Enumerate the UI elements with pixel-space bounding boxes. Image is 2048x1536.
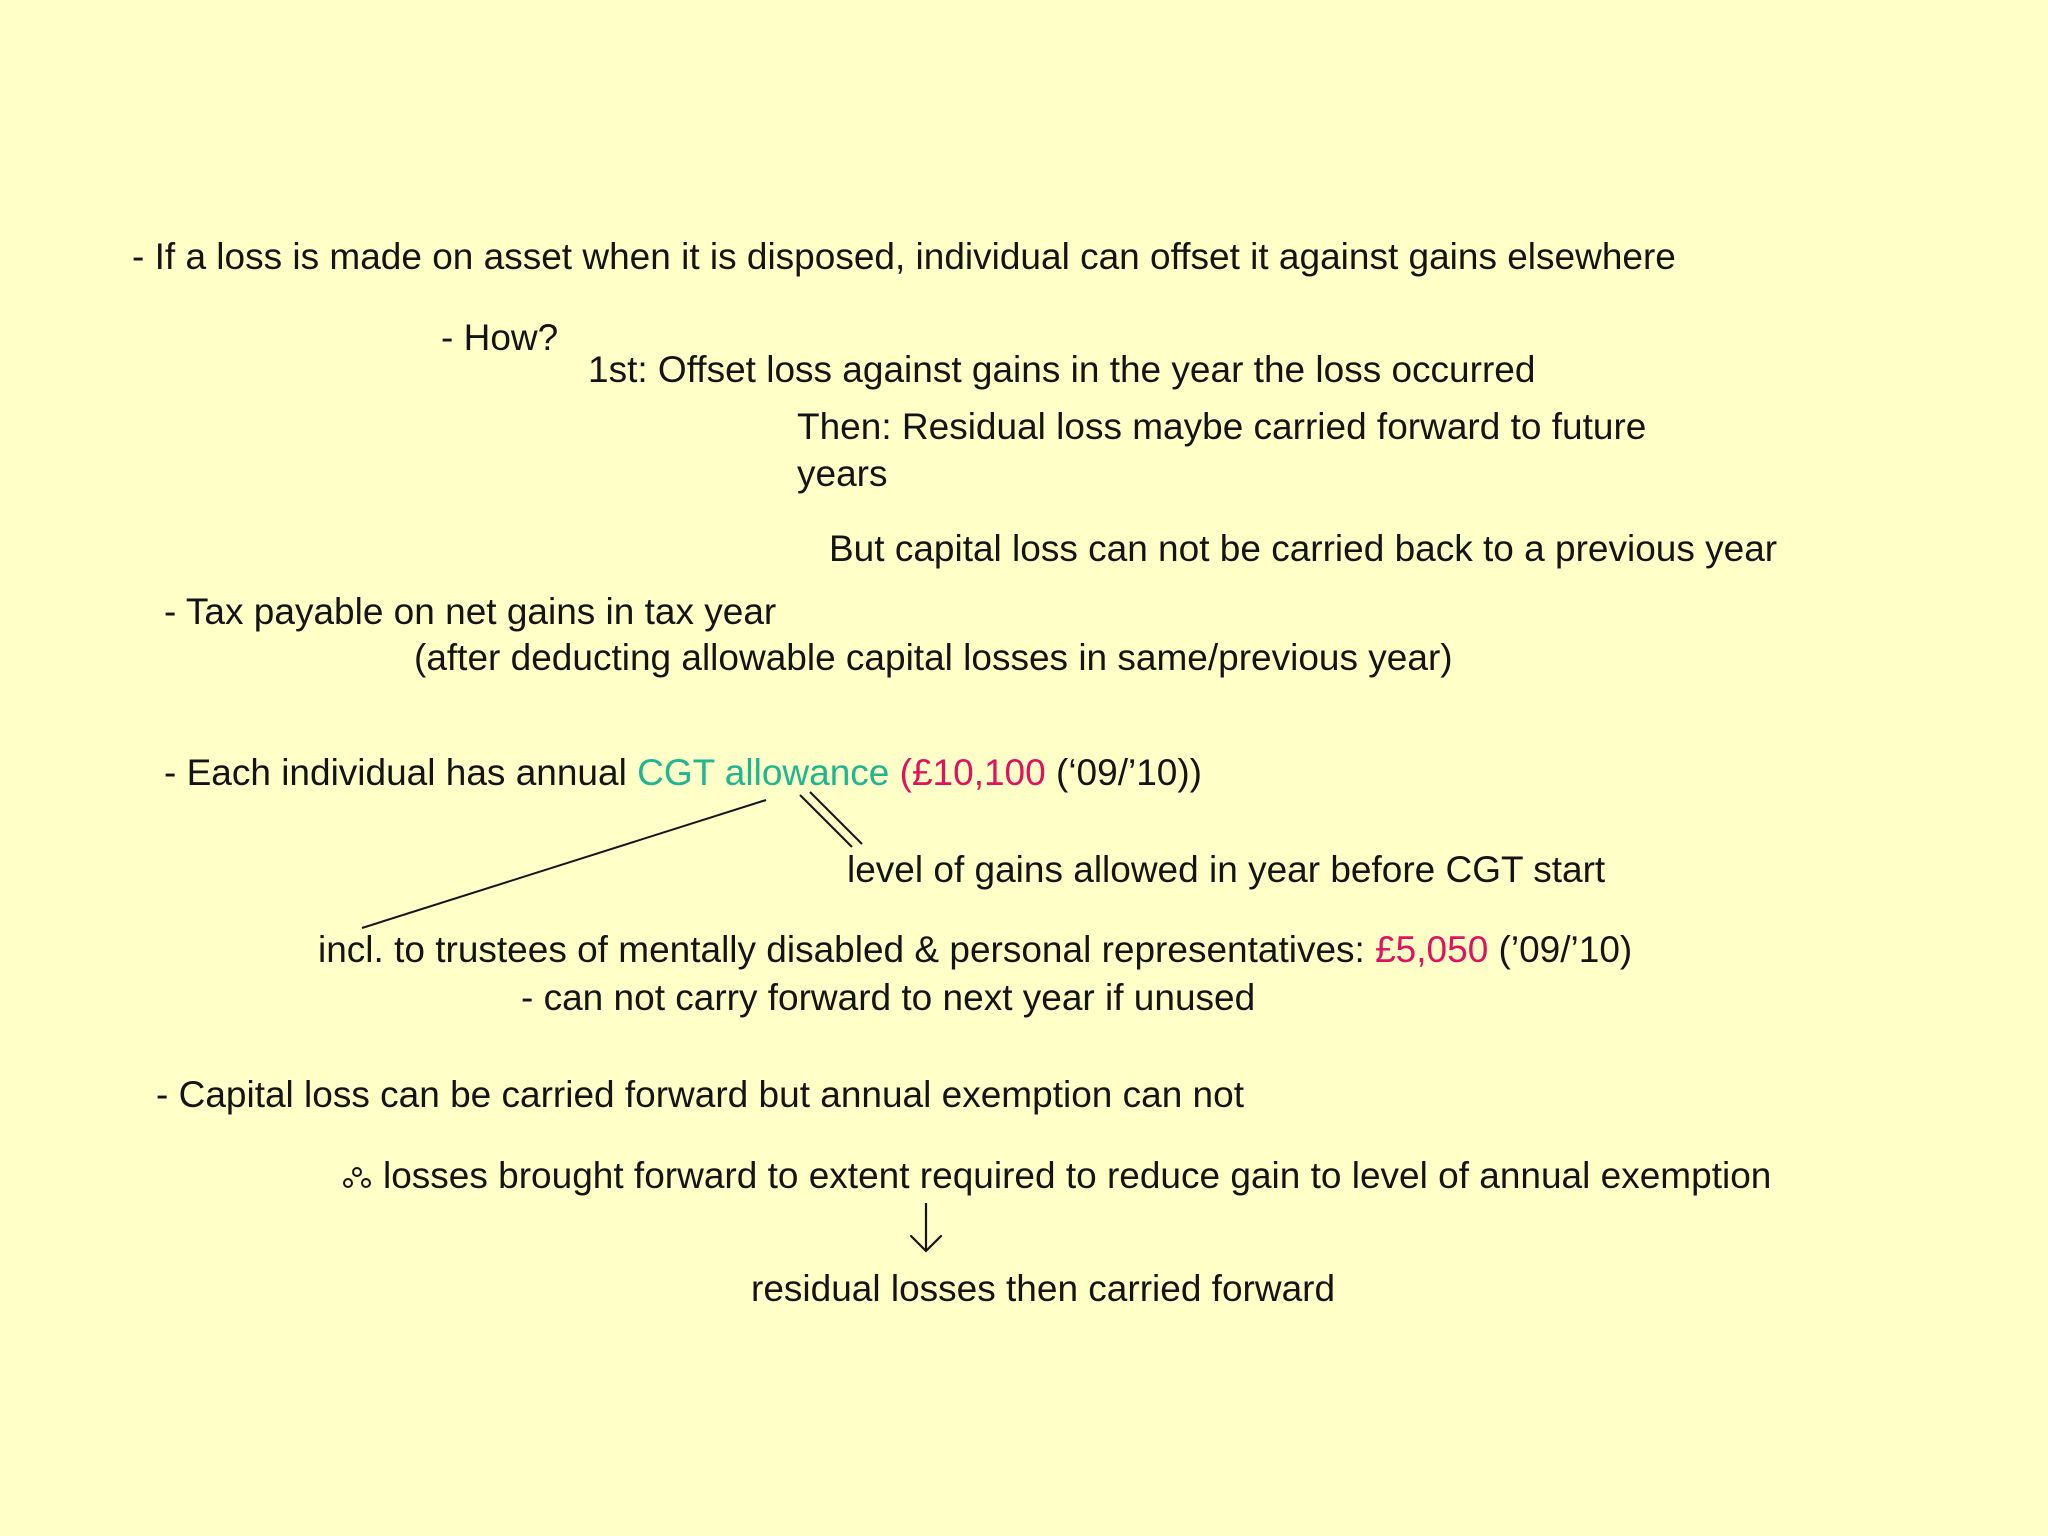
allowance-year: (‘09/’10)) bbox=[1045, 752, 1202, 793]
point-capital-loss-forward: - Capital loss can be carried forward but annual exemption can not bbox=[156, 1074, 1244, 1115]
point-tax-payable: - Tax payable on net gains in tax year bbox=[164, 591, 777, 632]
trustees-amount: £5,050 bbox=[1375, 929, 1489, 970]
no-carry-forward-note: - can not carry forward to next year if unused bbox=[521, 977, 1256, 1018]
allowance-prefix: - Each individual has annual bbox=[164, 752, 638, 793]
then-step-line1: Then: Residual loss maybe carried forward to future bbox=[797, 406, 1647, 447]
connector-to-level-a bbox=[800, 795, 852, 847]
first-step: 1st: Offset loss against gains in the year the loss occurred bbox=[588, 349, 1536, 390]
trustees-year: (’09/’10) bbox=[1488, 929, 1633, 970]
losses-brought-forward: losses brought forward to extent required to reduce gain to level of annual exemption bbox=[383, 1155, 1772, 1196]
how-label: - How? bbox=[441, 317, 559, 358]
then-step-line2: years bbox=[797, 453, 888, 494]
level-of-gains-note: level of gains allowed in year before CGT start bbox=[847, 849, 1606, 890]
no-carry-back-note: But capital loss can not be carried back to a previous year bbox=[829, 528, 1778, 569]
connector-to-level-b bbox=[810, 792, 862, 844]
cgt-allowance-highlight: CGT allowance bbox=[637, 752, 890, 793]
allowance-amount: (£10,100 bbox=[899, 752, 1046, 793]
tax-payable-detail: (after deducting allowable capital losses in same/previous year) bbox=[414, 637, 1453, 678]
point-loss-offset: - If a loss is made on asset when it is disposed, individual can offset it against gains elsewhere bbox=[132, 236, 1676, 277]
residual-losses: residual losses then carried forward bbox=[751, 1268, 1336, 1309]
trustees-prefix: incl. to trustees of mentally disabled & personal representatives: bbox=[318, 929, 1376, 970]
connector-to-trustees bbox=[362, 800, 766, 928]
